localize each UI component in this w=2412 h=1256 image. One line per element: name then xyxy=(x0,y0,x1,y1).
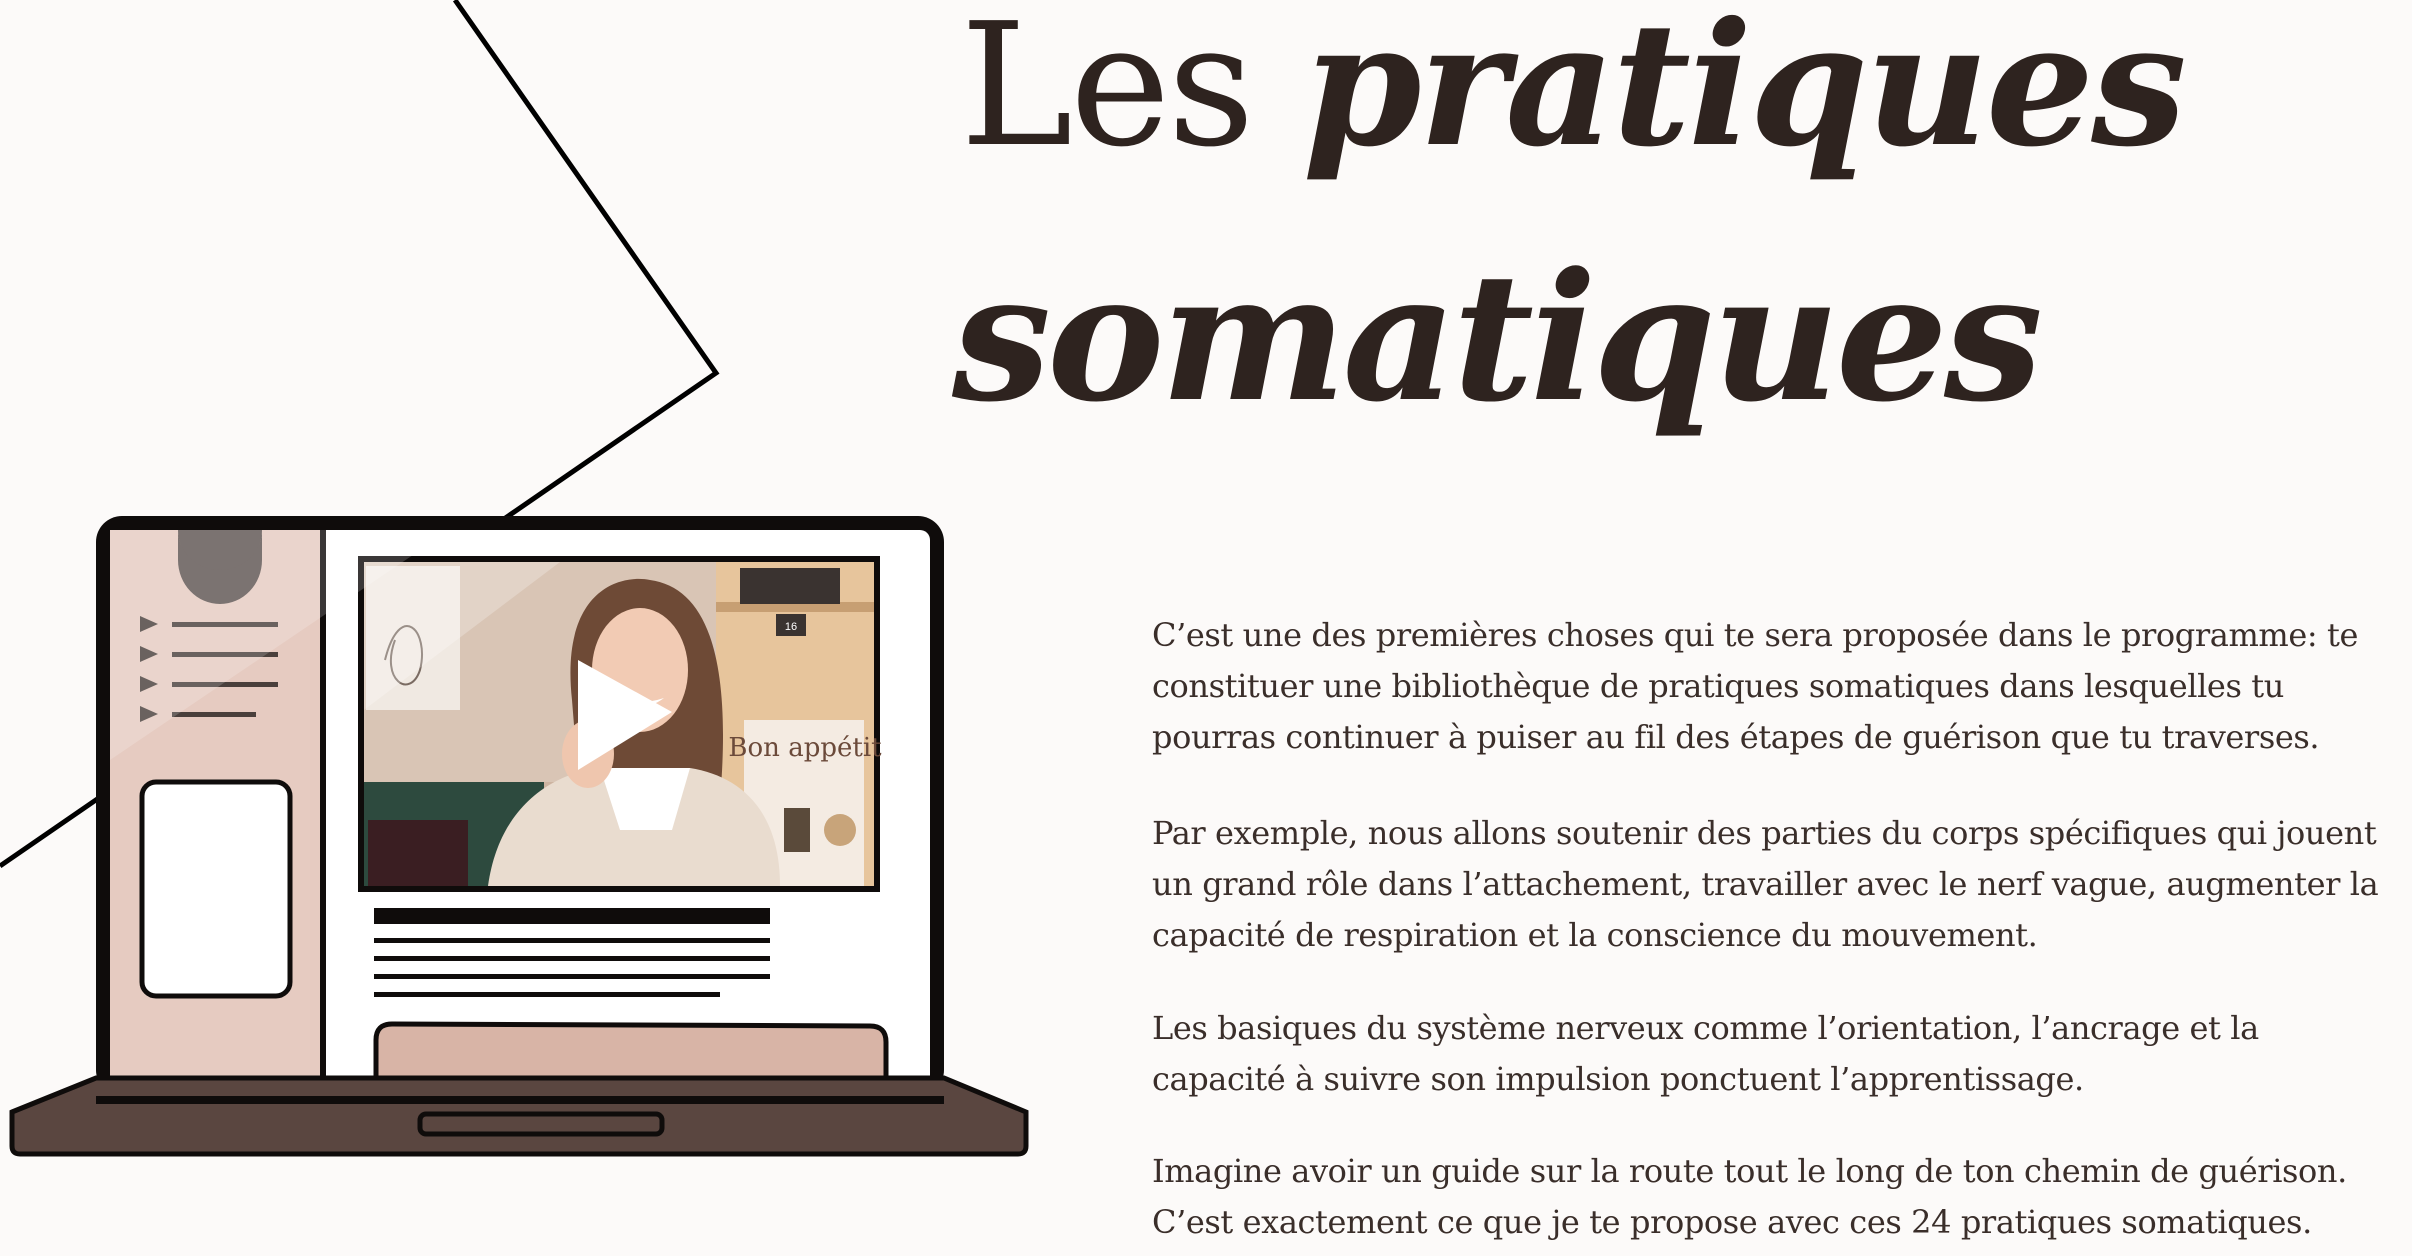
video-sign-text: Bon appétit xyxy=(728,733,882,763)
laptop-base xyxy=(12,1078,1026,1154)
tag-number: 16 xyxy=(784,621,798,633)
page-title-line1 xyxy=(960,0,2184,185)
sidebar-card xyxy=(142,782,290,996)
paragraph-guide: Imagine avoir un guide sur la route tout le long de ton chemin de guérison. C’est exactement ce que je te propose avec ces 24 pratiques somatiques. xyxy=(1152,1152,2347,1241)
paragraph-intro: C’est une des premières choses qui te sera proposée dans le programme: te constituer une bibliothèque de pratiques somatiques dans lesquelles tu pourras continuer à puiser au fil des étapes de guérison que tu traverses. xyxy=(1152,616,2359,756)
page-title-line2: somatiques xyxy=(952,234,2039,441)
paragraph-basics: Les basiques du système nerveux comme l’orientation, l’ancrage et la capacité à suivre son impulsion ponctuent l’apprentissage. xyxy=(1152,1009,2259,1098)
laptop-illustration xyxy=(0,510,1040,1170)
title-word-pratiques: pratiques xyxy=(1302,0,2184,185)
menu-line xyxy=(172,712,256,717)
paragraph-example: Par exemple, nous allons soutenir des parties du corps spécifiques qui jouent un grand rôle dans l’attachement, travailler avec le nerf vague, augmenter la capacité de respiration et la conscience du mouvement. xyxy=(1152,814,2379,954)
title-word-les: Les xyxy=(960,0,1252,185)
